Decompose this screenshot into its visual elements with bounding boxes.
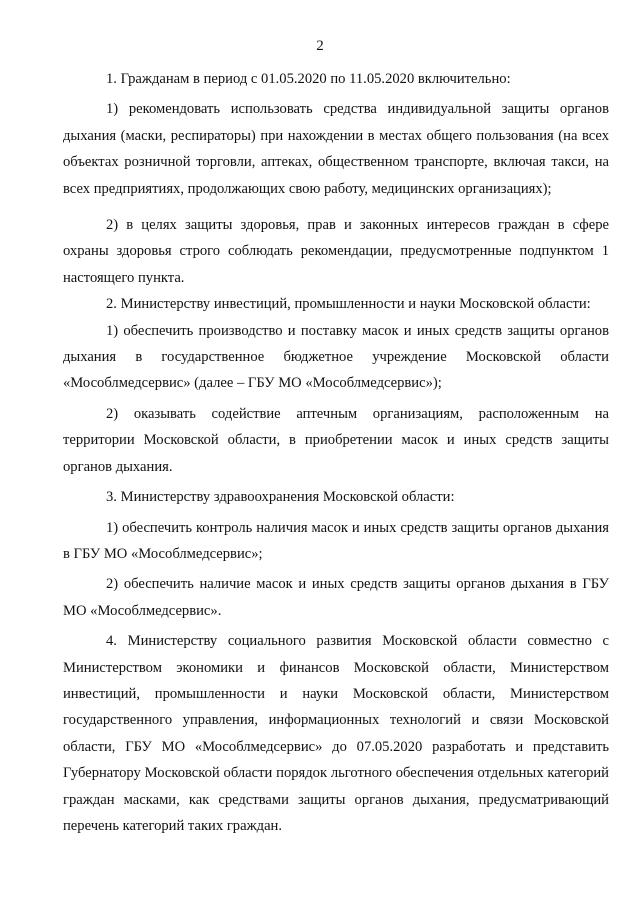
paragraph-item-1-1: 1) рекомендовать использовать средства индивидуальной защиты органов дыхания (маски, респираторы) при нахождении в местах общего пользования (на всех объектах розничной торговли, аптеках, общественном транспорте, включая такси, на всех предприятиях, продолжающих свою работу, медицинских организациях); <box>63 101 609 197</box>
paragraph-item-2-2: 2) оказывать содействие аптечным организациям, расположенным на территории Московской области, в приобретении масок и иных средств защиты органов дыхания. <box>63 405 609 475</box>
paragraph-item-2-1: 1) обеспечить производство и поставку масок и иных средств защиты органов дыхания в государственное бюджетное учреждение Московской области «Мособлмедсервис» (далее – ГБУ МО «Мособлмедсервис»); <box>63 322 609 392</box>
document-body <box>63 66 609 839</box>
page-number: 2 <box>316 38 324 54</box>
paragraph-item-3-2: 2) обеспечить наличие масок и иных средств защиты органов дыхания в ГБУ МО «Мособлмедсервис». <box>63 576 609 619</box>
paragraph-item-1: 1. Гражданам в период с 01.05.2020 по 11.05.2020 включительно: <box>106 71 511 87</box>
paragraph-item-3: 3. Министерству здравоохранения Московской области: <box>106 489 455 506</box>
paragraph-item-1-2: 2) в целях защиты здоровья, прав и законных интересов граждан в сфере охраны здоровья строго соблюдать рекомендации, предусмотренные подпунктом 1 настоящего пункта. <box>63 217 609 286</box>
paragraph-item-2: 2. Министерству инвестиций, промышленности и науки Московской области: <box>106 296 591 313</box>
paragraph-item-4: 4. Министерству социального развития Московской области совместно с Министерством экономики и финансов Московской области, Министерством инвестиций, промышленности и науки Московской области, Министерством государственного управления, информационных технологий и связи Московской области, ГБУ МО «Мособлмедсервис» до 07.05.2020 разработать и представить Губернатору Московской области порядок льготного обеспечения отдельных категорий граждан масками, как средствами защиты органов дыхания, предусматривающий перечень категорий таких граждан. <box>63 633 609 834</box>
paragraph-item-3-1: 1) обеспечить контроль наличия масок и иных средств защиты органов дыхания в ГБУ МО «Мособлмедсервис»; <box>63 519 609 562</box>
